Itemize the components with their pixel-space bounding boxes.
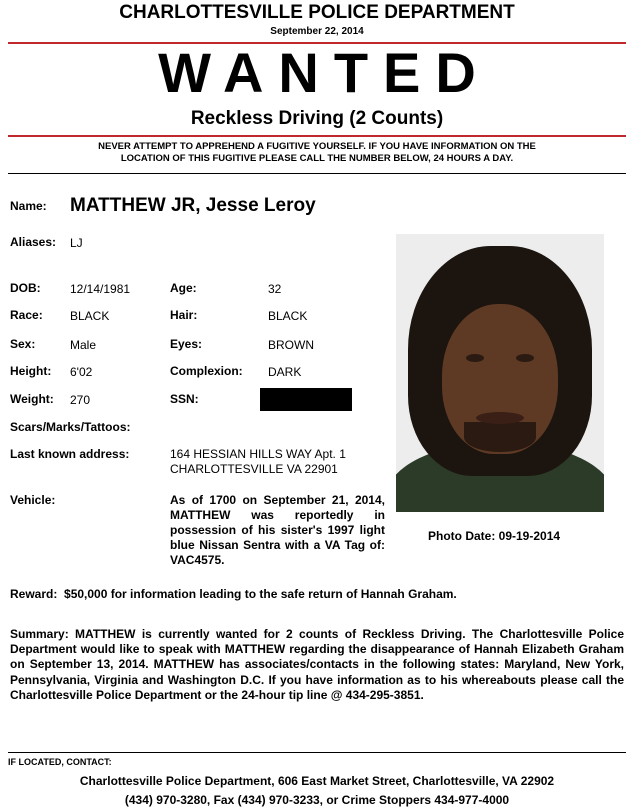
divider <box>8 173 626 174</box>
weight-value: 270 <box>70 393 91 407</box>
reward-line <box>10 587 457 601</box>
reward-label: Reward: <box>10 587 58 601</box>
warning-line: LOCATION OF THIS FUGITIVE PLEASE CALL THE NUMBER BELOW, 24 HOURS A DAY. <box>120 153 514 164</box>
wanted-heading: WANTED <box>158 41 491 104</box>
suspect-photo <box>396 234 604 512</box>
aliases-value: LJ <box>70 236 83 250</box>
age-value: 32 <box>268 282 282 296</box>
height-label: Height: <box>10 364 52 378</box>
vehicle-label: Vehicle: <box>10 493 56 507</box>
address-label: Last known address: <box>10 447 130 461</box>
scars-label: Scars/Marks/Tattoos: <box>10 420 131 434</box>
sex-value: Male <box>70 338 97 352</box>
warning-line: NEVER ATTEMPT TO APPREHEND A FUGITIVE YOURSELF. IF YOU HAVE INFORMATION ON THE <box>98 141 536 152</box>
photo-eye <box>466 354 484 362</box>
reward-text: $50,000 for information leading to the safe return of Hannah Graham. <box>64 587 457 601</box>
weight-label: Weight: <box>10 392 54 406</box>
eyes-label: Eyes: <box>170 337 203 351</box>
race-value: BLACK <box>70 309 110 323</box>
hair-value: BLACK <box>268 309 308 323</box>
charge-title: Reckless Driving (2 Counts) <box>190 108 444 129</box>
photo-caption: Photo Date: 09-19-2014 <box>428 529 561 543</box>
dob-value: 12/14/1981 <box>70 282 131 296</box>
address-line: CHARLOTTESVILLE VA 22901 <box>170 462 338 476</box>
summary-text: Summary: MATTHEW is currently wanted for 2 counts of Reckless Driving. The Charlottesville Police Department would like to speak with MATTHEW regarding the disappearance of Hannah Elizabeth Graham on September 13, 2014. MATTHEW has associates/contacts in the following states: Maryland, New York, Pennsylvania, Virginia and Washington D.C. If you have information as to his whereabouts please call the Charlottesville Police Department or the 24-hour tip line @ 434-295-3851. <box>10 627 624 702</box>
divider <box>8 752 626 753</box>
photo-mouth <box>476 412 524 424</box>
contact-address: Charlottesville Police Department, 606 East Market Street, Charlottesville, VA 22902 <box>79 774 555 788</box>
address-value <box>170 447 346 477</box>
hair-label: Hair: <box>170 308 198 322</box>
age-label: Age: <box>170 281 197 295</box>
eyes-value: BROWN <box>268 338 314 352</box>
divider <box>8 135 626 137</box>
department-title: CHARLOTTESVILLE POLICE DEPARTMENT <box>119 2 515 23</box>
warning-text <box>30 141 604 165</box>
contact-label: IF LOCATED, CONTACT: <box>8 757 112 767</box>
name-label: Name: <box>10 199 47 213</box>
dob-label: DOB: <box>10 281 41 295</box>
ssn-redacted <box>260 388 352 411</box>
race-label: Race: <box>10 308 43 322</box>
height-value: 6'02 <box>70 365 93 379</box>
contact-phones: (434) 970-3280, Fax (434) 970-3233, or Crime Stoppers 434-977-4000 <box>124 793 510 807</box>
aliases-label: Aliases: <box>10 235 57 249</box>
photo-face <box>442 304 558 454</box>
vehicle-description: As of 1700 on September 21, 2014, MATTHEW was reportedly in possession of his sister's 1997 light blue Nissan Sentra with a VA Tag of: VAC4575. <box>170 493 385 567</box>
bulletin-date: September 22, 2014 <box>270 26 364 37</box>
complexion-value: DARK <box>268 365 302 379</box>
photo-eye <box>516 354 534 362</box>
subject-name: MATTHEW JR, Jesse Leroy <box>70 195 316 216</box>
complexion-label: Complexion: <box>170 364 243 378</box>
sex-label: Sex: <box>10 337 36 351</box>
photo-beard <box>464 422 536 452</box>
address-line: 164 HESSIAN HILLS WAY Apt. 1 <box>170 447 346 461</box>
ssn-label: SSN: <box>170 392 199 406</box>
